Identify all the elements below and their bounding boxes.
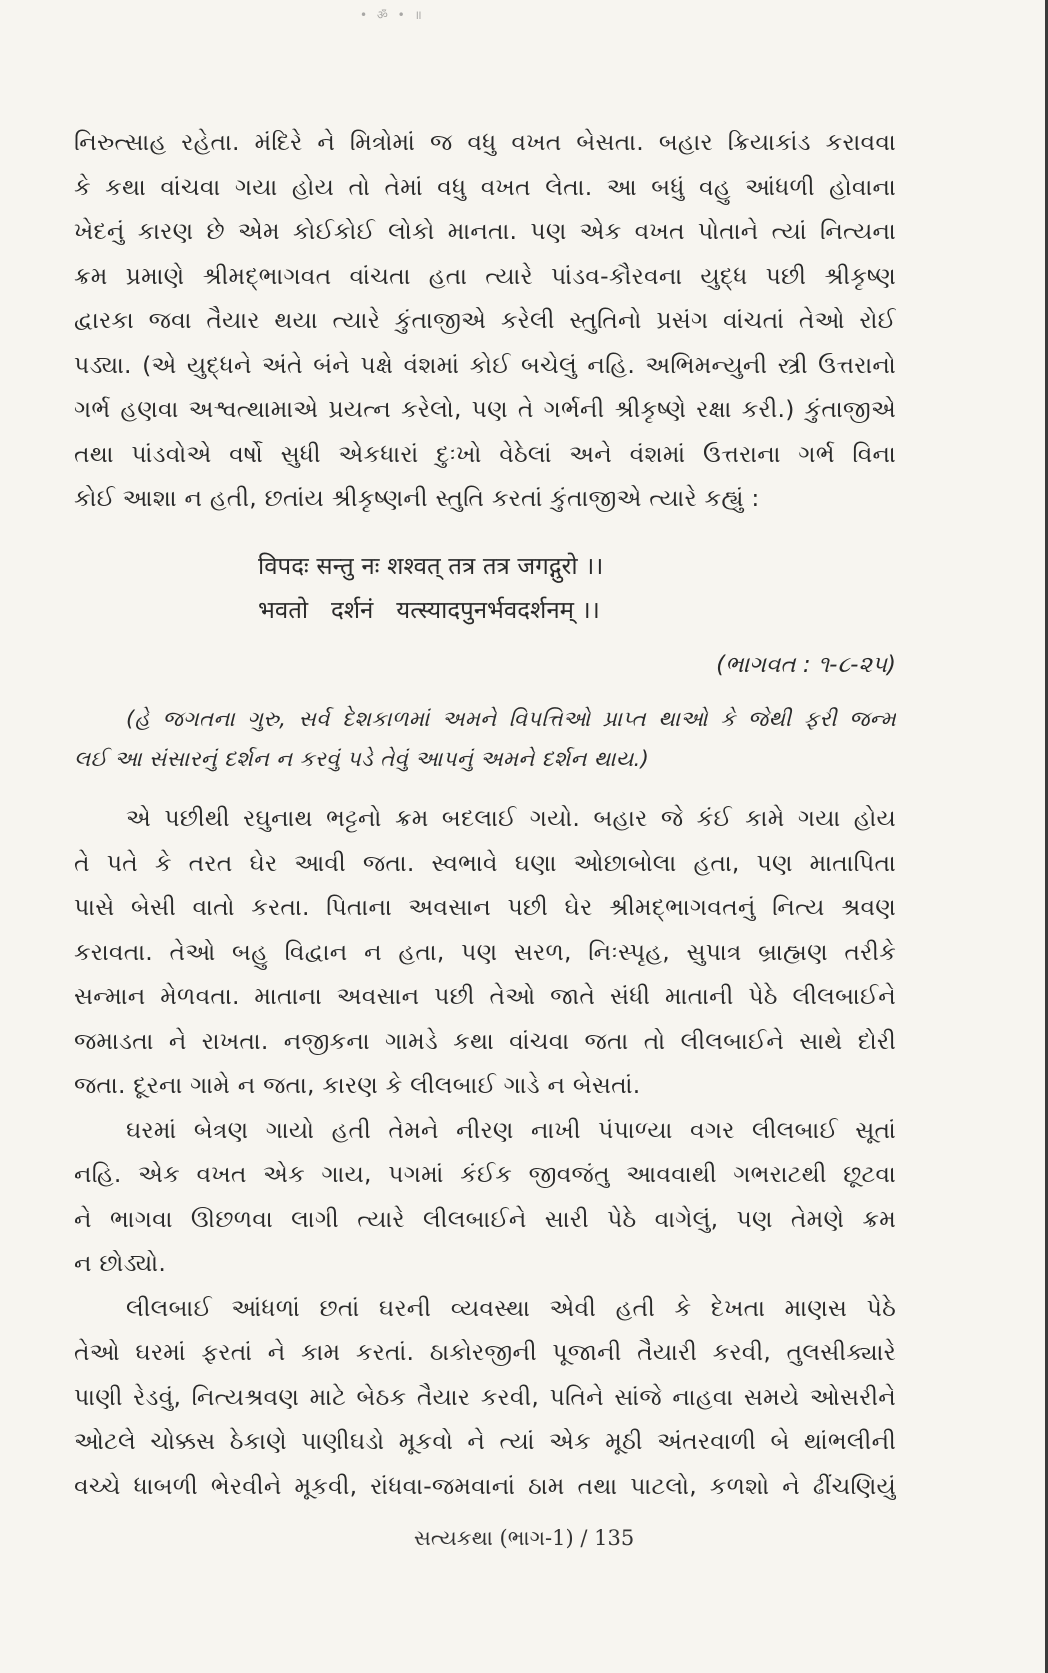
text-line: નહિ. એક વખત એક ગાય, પગમાં કંઈક જીવજંતુ આવવાથી ગભરાટથી છૂટવા — [74, 1160, 896, 1188]
text-line: ખેદનું કારણ છે એમ કોઈકોઈ લોકો માનતા. પણ એક વખત પોતાને ત્યાં નિત્યના — [74, 217, 896, 245]
paragraph-1 — [74, 120, 896, 521]
paragraphs-main — [74, 796, 896, 1508]
text-line: પડ્યા. (એ યુદ્ધને અંતે બંને પક્ષે વંશમાં કોઈ બચેલું નહિ. અભિમન્યુની સ્ત્રી ઉત્તરાનો — [74, 350, 896, 379]
text-line: નિરુત્સાહ રહેતા. મંદિરે ને મિત્રોમાં જ વધુ વખત બેસતા. બહાર ક્રિયાકાંડ કરાવવા — [74, 128, 896, 156]
verse-source: (ભાગવત : ૧-૮-૨૫) — [716, 652, 896, 678]
text-line: એ પછીથી રઘુનાથ ભટ્ટનો ક્રમ બદલાઈ ગયો. બહાર જે કંઈ કામે ગયા હોય — [126, 804, 896, 832]
verse-meaning — [74, 700, 896, 780]
text-line: સન્માન મેળવતા. માતાના અવસાન પછી તેઓ જાતે સંધી માતાની પેઠે લીલબાઈને — [74, 982, 896, 1010]
sanskrit-verse-line-2: भवतो दर्शनं यत्स्यादपुनर्भवदर्शनम् ।। — [258, 596, 600, 624]
text-line: તથા પાંડવોએ વર્ષો સુધી એકધારાં દુઃખો વેઠેલાં અને વંશમાં ઉત્તરાના ગર્ભ વિના — [74, 439, 896, 468]
text-line: ને ભાગવા ઊછળવા લાગી ત્યારે લીલબાઈને સારી પેઠે વાગેલું, પણ તેમણે ક્રમ — [74, 1204, 896, 1233]
text-line: ન છોડ્યો. — [74, 1249, 167, 1277]
text-line: દ્વારકા જવા તૈયાર થયા ત્યારે કુંતાજીએ કરેલી સ્તુતિનો પ્રસંગ વાંચતાં તેઓ રોઈ — [74, 306, 896, 334]
text-line: વચ્ચે ધાબળી ભેરવીને મૂકવી, રાંધવા-જમવાનાં ઠામ તથા પાટલો, કળશો ને ઢીંચણિયું — [74, 1471, 896, 1500]
page-footer: સત્યકથા (ભાગ-1) / 135 — [413, 1526, 635, 1550]
text-line: લીલબાઈ આંધળાં છતાં ઘરની વ્યવસ્થા એવી હતી કે દેખતા માણસ પેઠે — [126, 1293, 896, 1322]
sanskrit-verse-line-1: विपदः सन्तु नः शश्वत् तत्र तत्र जगद्गुरो ।। — [258, 552, 604, 580]
text-line: પાસે બેસી વાતો કરતા. પિતાના અવસાન પછી ઘેર શ્રીમદ્‌ભાગવતનું નિત્ય શ્રવણ — [74, 893, 896, 921]
text-line: કોઈ આશા ન હતી, છતાંય શ્રીકૃષ્ણની સ્તુતિ કરતાં કુંતાજીએ ત્યારે કહ્યું : — [74, 484, 760, 512]
text-line: તેઓ ઘરમાં ફરતાં ને કામ કરતાં. ઠાકોરજીની પૂજાની તૈયારી કરવી, તુલસીક્યારે — [74, 1338, 896, 1366]
text-line: ઓટલે ચોક્કસ ઠેકાણે પાણીઘડો મૂકવો ને ત્યાં એક મૂઠી અંતરવાળી બે થાંભલીની — [74, 1427, 896, 1455]
text-line: કે કથા વાંચવા ગયા હોય તો તેમાં વધુ વખત લેતા. આ બધું વહુ આંધળી હોવાના — [74, 172, 896, 201]
top-faint-marks: • ॐ • ॥ — [360, 8, 425, 22]
text-line: ક્રમ પ્રમાણે શ્રીમદ્‌ભાગવત વાંચતા હતા ત્યારે પાંડવ-કૌરવના યુદ્ધ પછી શ્રીકૃષ્ણ — [74, 261, 896, 290]
text-line: જમાડતા ને રાખતા. નજીકના ગામડે કથા વાંચવા જતા તો લીલબાઈને સાથે દોરી — [74, 1026, 896, 1055]
text-line: જતા. દૂરના ગામે ન જતા, કારણ કે લીલબાઈ ગાડે ન બેસતાં. — [74, 1071, 641, 1099]
text-line: કરાવતા. તેઓ બહુ વિદ્વાન ન હતા, પણ સરળ, નિઃસ્પૃહ, સુપાત્ર બ્રાહ્મણ તરીકે — [74, 937, 896, 966]
text-line: ઘરમાં બેત્રણ ગાયો હતી તેમને નીરણ નાખી પંપાળ્યા વગર લીલબાઈ સૂતાં — [126, 1115, 896, 1144]
text-line: ગર્ભ હણવા અશ્વત્થામાએ પ્રયત્ન કરેલો, પણ તે ગર્ભની શ્રીકૃષ્ણે રક્ષા કરી.) કુંતાજીએ — [74, 395, 896, 423]
meaning-line: લઈ આ સંસારનું દર્શન ન કરવું પડે તેવું આપનું અમને દર્શન થાય.) — [74, 747, 650, 772]
text-line: તે પતે કે તરત ઘેર આવી જતા. સ્વભાવે ઘણા ઓછાબોલા હતા, પણ માતાપિતા — [74, 848, 896, 877]
meaning-line: (હે જગતના ગુરુ, સર્વ દેશકાળમાં અમને વિપત્તિઓ પ્રાપ્ત થાઓ કે જેથી ફરી જન્મ — [126, 707, 896, 732]
text-line: પાણી રેડવું, નિત્યશ્રવણ માટે બેઠક તૈયાર કરવી, પતિને સાંજે નાહવા સમયે ઓસરીને — [74, 1382, 896, 1411]
